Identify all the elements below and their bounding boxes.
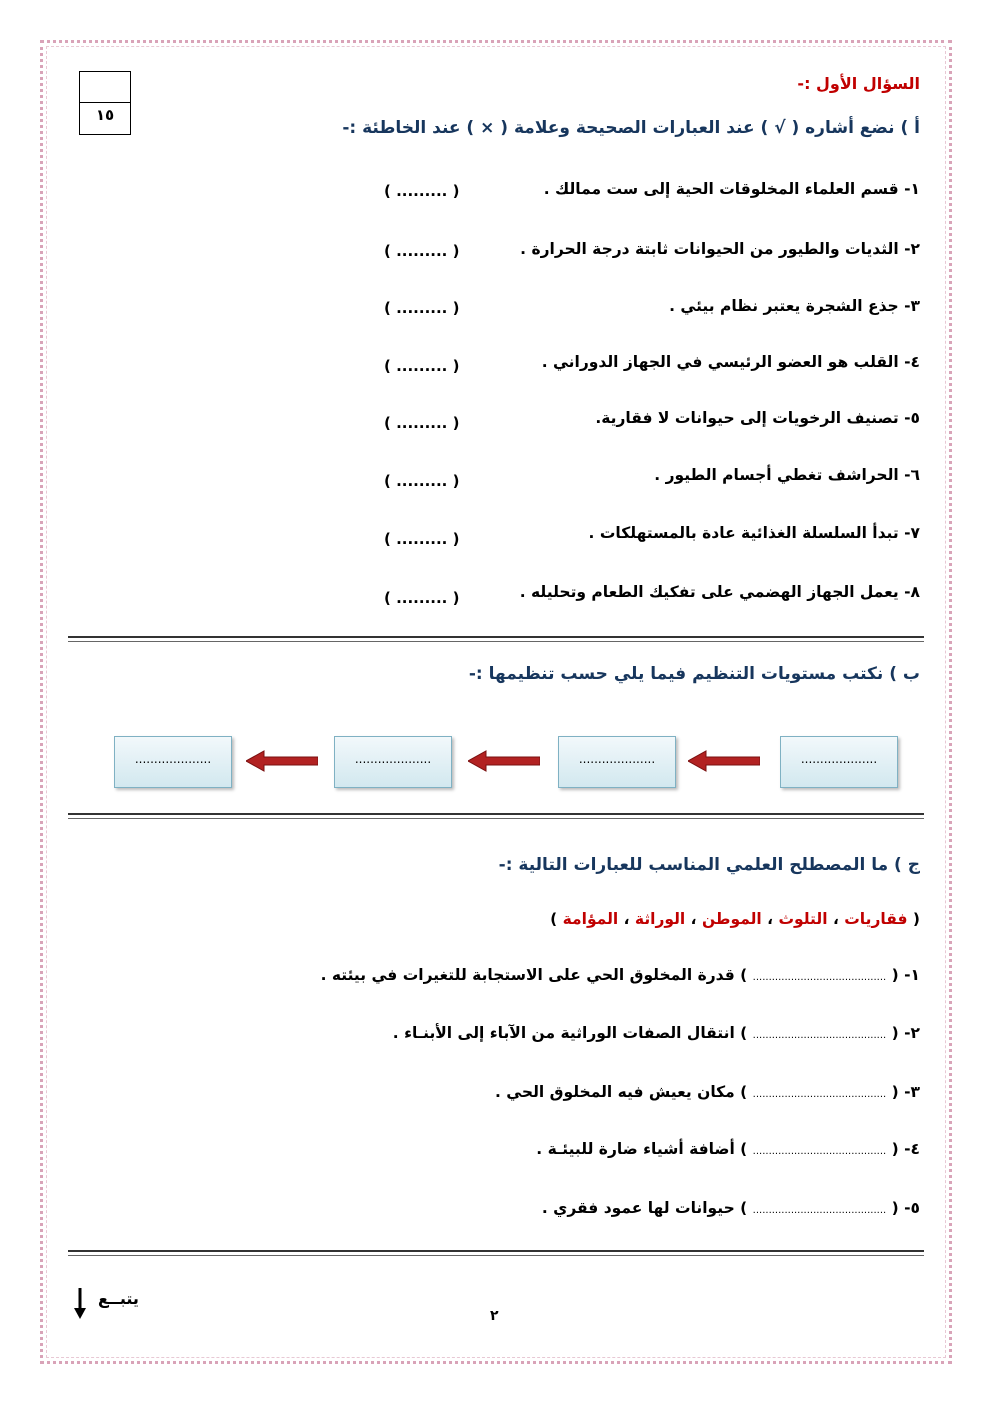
score-divider	[80, 102, 130, 103]
statement-5: ٥- تصنيف الرخويات إلى حيوانات لا فقارية.	[595, 409, 920, 427]
answer-blank-2[interactable]: ( ......... )	[384, 242, 460, 260]
level-box-4[interactable]: ....................	[114, 736, 232, 788]
left-arrow-icon	[468, 750, 540, 772]
statement-4: ٤- القلب هو العضو الرئيسي في الجهاز الدوراني .	[541, 353, 920, 371]
separator: ،	[767, 910, 774, 928]
part-c-heading: ج ) ما المصطلح العلمي المناسب للعبارات التالية :-	[498, 855, 920, 875]
answer-line[interactable]: ..........................................	[752, 1146, 887, 1157]
word-bank-item: الموطن	[701, 910, 762, 928]
page-number: ٢	[490, 1308, 499, 1324]
definition-text: حيوانات لها عمود فقري .	[541, 1199, 735, 1217]
score-box	[79, 71, 131, 135]
part-a-heading	[342, 118, 920, 138]
answer-blank-7[interactable]: ( ......... )	[384, 530, 460, 548]
definition-text: انتقال الصفات الوراثية من الآباء إلى الأبنـاء .	[392, 1024, 735, 1042]
definition-number: ٥-	[904, 1199, 920, 1217]
definition-item	[393, 1024, 920, 1042]
paren: )	[740, 1140, 748, 1158]
paren: )	[740, 1083, 748, 1101]
paren: (	[891, 1199, 899, 1217]
left-arrow-icon	[688, 750, 760, 772]
divider	[68, 636, 924, 638]
part-b-heading: ب ) نكتب مستويات التنظيم فيما يلي حسب تنظيمها :-	[468, 664, 920, 684]
separator: ،	[832, 910, 839, 928]
score-value: ١٥	[95, 106, 115, 124]
statement-3: ٣- جذع الشجرة يعتبر نظام بيئي .	[669, 297, 920, 315]
divider	[68, 813, 924, 815]
answer-blank-4[interactable]: ( ......... )	[384, 357, 460, 375]
paren: )	[740, 966, 748, 984]
paren: (	[891, 1083, 899, 1101]
paren: )	[740, 1199, 748, 1217]
answer-line[interactable]: ..........................................	[752, 972, 887, 983]
statement-2: ٢- الثديات والطيور من الحيوانات ثابتة درجة الحرارة .	[520, 240, 920, 258]
answer-line[interactable]: ..........................................	[752, 1030, 887, 1041]
word-bank	[550, 910, 920, 928]
continue-label: يتبــع	[98, 1289, 139, 1308]
level-box-2[interactable]: ....................	[558, 736, 676, 788]
part-a-heading-end: ) عند الخاطئة :-	[342, 118, 475, 138]
paren: )	[740, 1024, 748, 1042]
definition-item	[542, 1199, 920, 1217]
answer-line[interactable]: ..........................................	[752, 1205, 887, 1216]
definition-item	[536, 1140, 920, 1158]
definition-item	[321, 966, 920, 984]
answer-blank-6[interactable]: ( ......... )	[384, 472, 460, 490]
answer-line[interactable]: ..........................................	[752, 1089, 887, 1100]
definition-item	[495, 1083, 920, 1101]
answer-blank-5[interactable]: ( ......... )	[384, 414, 460, 432]
word-bank-item: المؤامة	[562, 910, 619, 928]
paren: (	[891, 1024, 899, 1042]
statement-7: ٧- تبدأ السلسلة الغذائية عادة بالمستهلكات .	[588, 524, 920, 542]
definition-number: ١-	[904, 966, 920, 984]
statement-6: ٦- الحراشف تغطي أجسام الطيور .	[654, 466, 920, 484]
check-mark-icon: √	[774, 118, 786, 138]
part-a-heading-mid: ) عند العبارات الصحيحة وعلامة (	[500, 118, 769, 138]
left-arrow-icon	[246, 750, 318, 772]
answer-blank-8[interactable]: ( ......... )	[384, 589, 460, 607]
level-box-1[interactable]: ....................	[780, 736, 898, 788]
definition-number: ٢-	[904, 1024, 920, 1042]
divider	[68, 641, 924, 642]
definition-number: ٤-	[904, 1140, 920, 1158]
question-title: السؤال الأول :-	[797, 74, 920, 93]
word-bank-item: فقاريات	[844, 910, 908, 928]
word-bank-open: (	[912, 910, 920, 928]
definition-number: ٣-	[904, 1083, 920, 1101]
answer-blank-1[interactable]: ( ......... )	[384, 182, 460, 200]
word-bank-close: )	[550, 910, 558, 928]
word-bank-item: التلوث	[778, 910, 828, 928]
definition-text: أضافة أشياء ضارة للبيئـة .	[536, 1140, 735, 1158]
cross-mark-icon: ×	[480, 118, 495, 138]
answer-blank-3[interactable]: ( ......... )	[384, 299, 460, 317]
statement-8: ٨- يعمل الجهاز الهضمي على تفكيك الطعام وتحليله .	[519, 583, 920, 601]
statement-1: ١- قسم العلماء المخلوقات الحية إلى ست ممالك .	[543, 180, 920, 198]
paren: (	[891, 1140, 899, 1158]
level-box-3[interactable]: ....................	[334, 736, 452, 788]
divider	[68, 1255, 924, 1256]
divider	[68, 818, 924, 819]
paren: (	[891, 966, 899, 984]
separator: ،	[690, 910, 697, 928]
definition-text: قدرة المخلوق الحي على الاستجابة للتغيرات في بيئته .	[320, 966, 735, 984]
divider	[68, 1250, 924, 1252]
down-arrow-icon	[72, 1286, 88, 1320]
part-a-heading-start: أ ) نضع أشاره (	[791, 118, 920, 138]
separator: ،	[623, 910, 630, 928]
definition-text: مكان يعيش فيه المخلوق الحي .	[494, 1083, 735, 1101]
word-bank-item: الوراثة	[634, 910, 686, 928]
